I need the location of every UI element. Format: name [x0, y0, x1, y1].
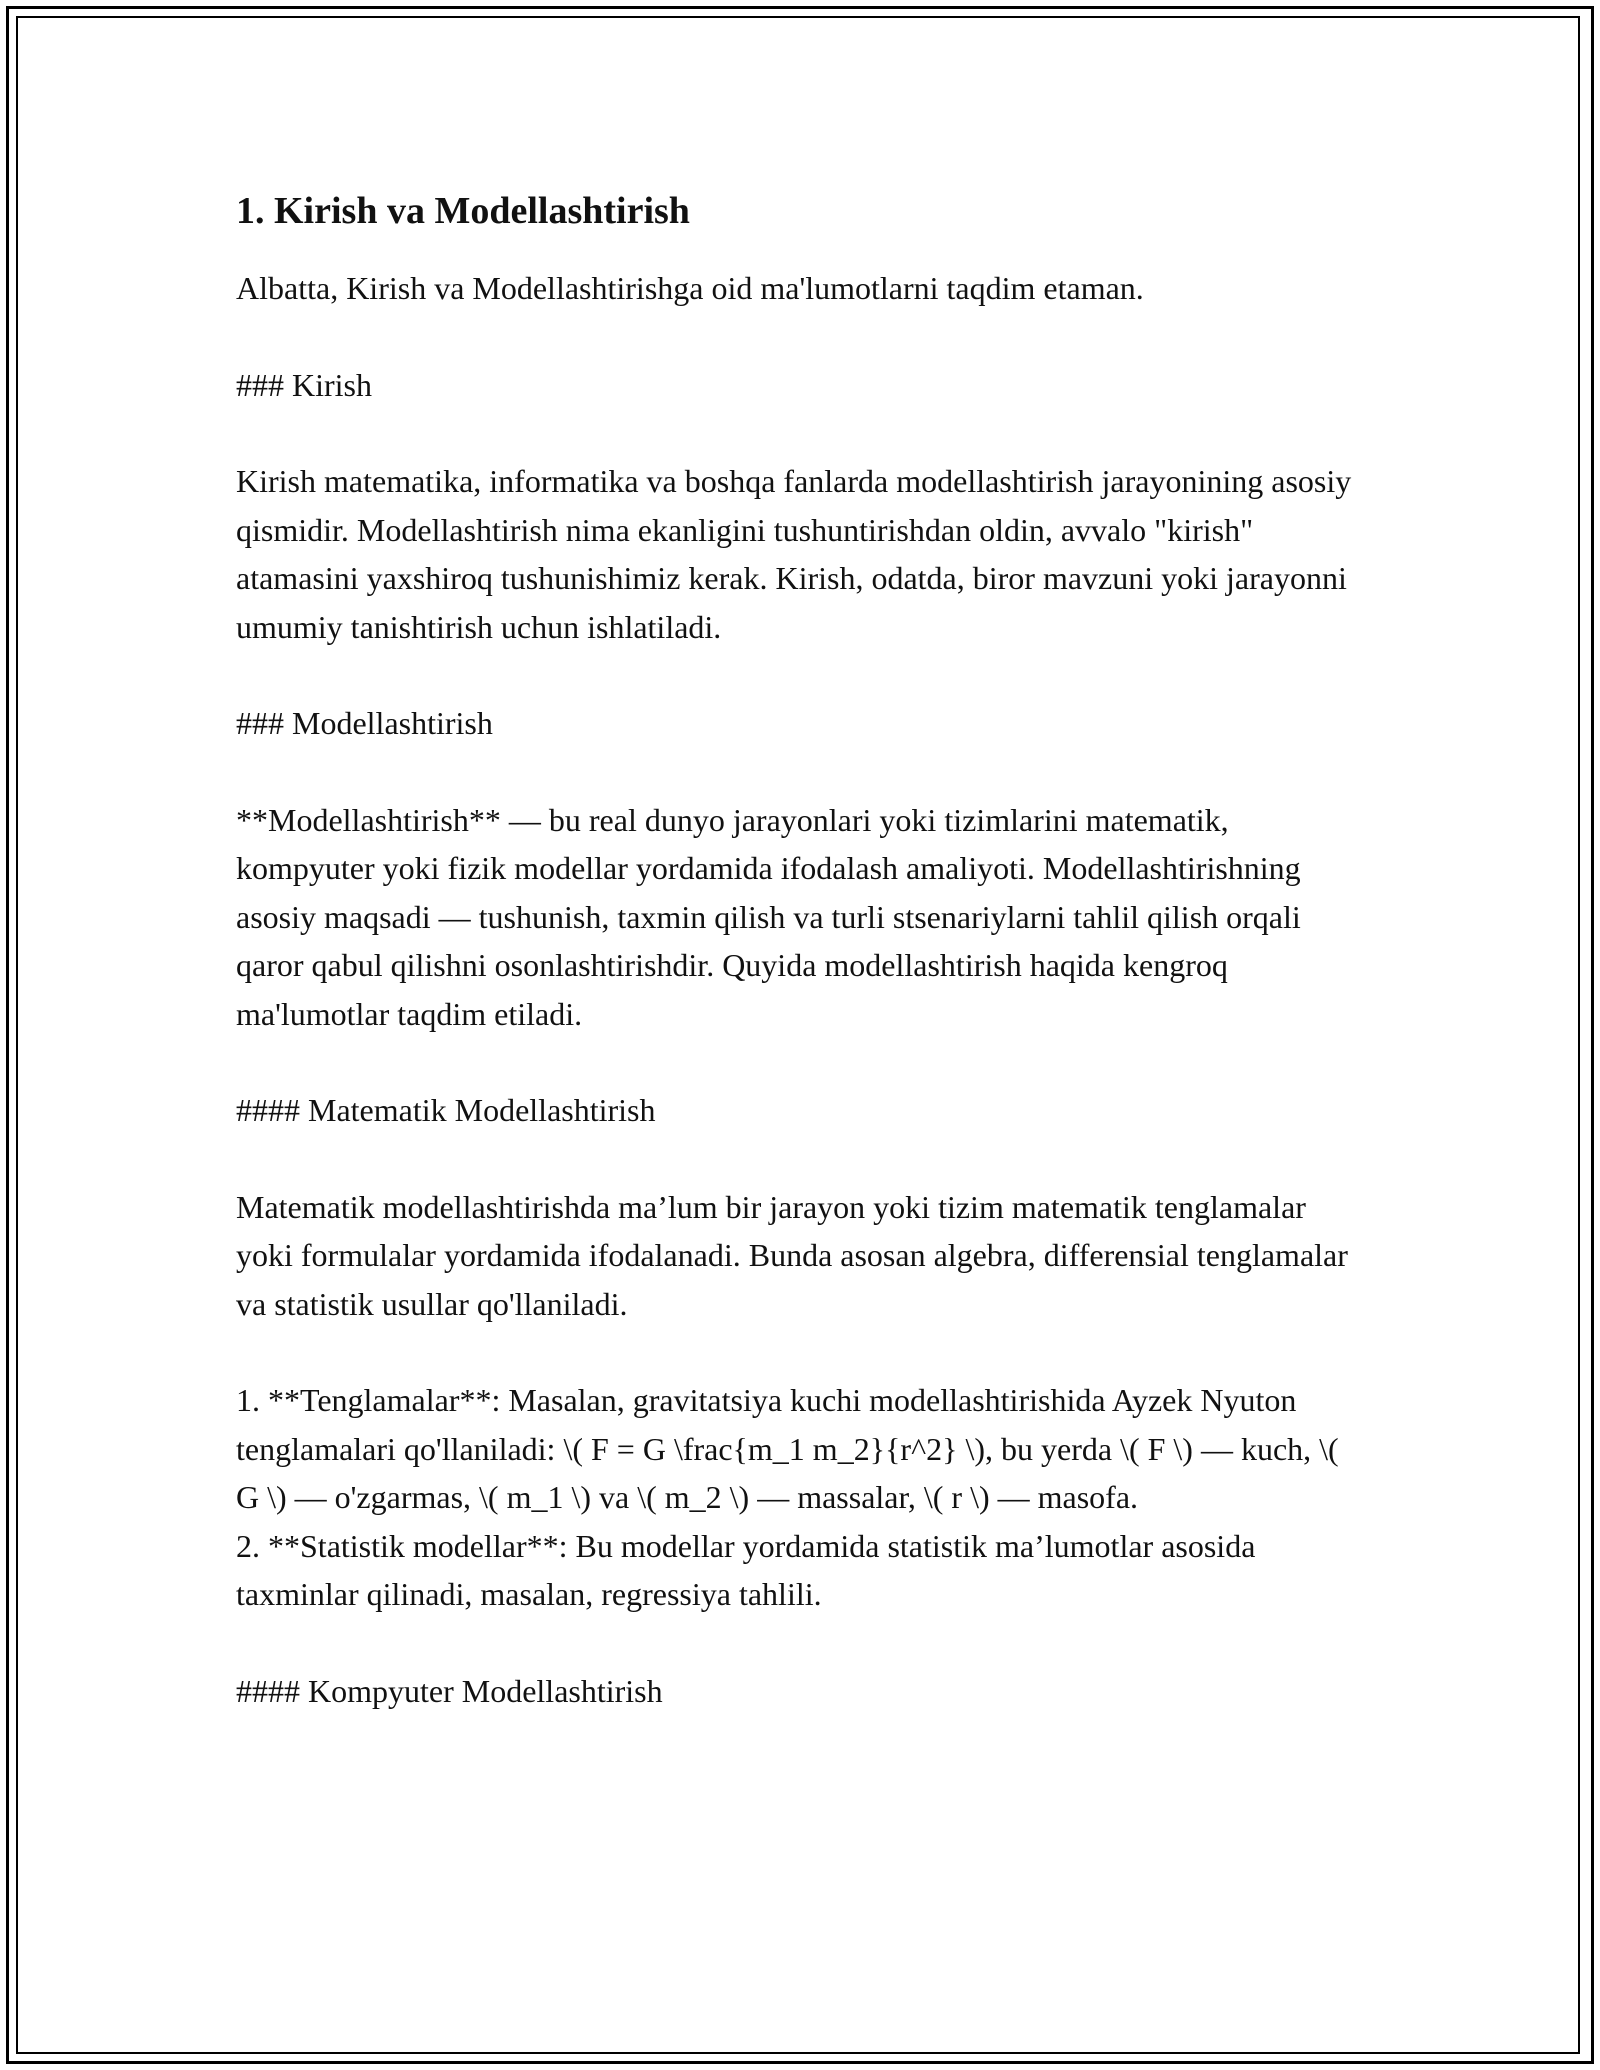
heading-kirish: ### Kirish: [236, 366, 372, 403]
heading-kompyuter-modellashtirish: #### Kompyuter Modellashtirish: [236, 1672, 663, 1709]
intro-paragraph: Albatta, Kirish va Modellashtirishga oid ma'lumotlarni taqdim etaman.: [236, 270, 1144, 306]
heading-modellashtirish: ### Modellashtirish: [236, 705, 493, 741]
paragraph-matematik-modellashtirish: Matematik modellashtirishda ma’lum bir jarayon yoki tizim matematik tenglamalar yoki formulalar yordamida ifodalanadi. Bunda asosan algebra, differensial tenglamalar va statistik usullar qo'llaniladi.: [236, 1188, 1348, 1322]
document-body: [236, 186, 1366, 1763]
list-item-statistik-modellar: 2. **Statistik modellar**: Bu modellar yordamida statistik ma’lumotlar asosida taxminlar qilinadi, masalan, regressiya tahlili.: [236, 1527, 1256, 1612]
paragraph-kirish: Kirish matematika, informatika va boshqa fanlarda modellashtirish jarayonining asosiy qismidir. Modellashtirish nima ekanligini tushuntirishdan oldin, avvalo "kirish" atamasini yaxshiroq tushunishimiz kerak. Kirish, odatda, biror mavzuni yoki jarayonni umumiy tanishtirish uchun ishlatiladi.: [236, 463, 1352, 645]
paragraph-modellashtirish: **Modellashtirish** — bu real dunyo jarayonlari yoki tizimlarini matematik, kompyuter yoki fizik modellar yordamida ifodalash amaliyoti. Modellashtirishning asosiy maqsadi — tushunish, taxmin qilish va turli stsenariylarni tahlil qilish orqali qaror qabul qilishni osonlashtirishdir. Quyida modellashtirish haqida kengroq ma'lumotlar taqdim etiladi.: [236, 801, 1301, 1032]
list-item-tenglamalar: 1. **Tenglamalar**: Masalan, gravitatsiya kuchi modellashtirishida Ayzek Nyuton tenglamalari qo'llaniladi: \( F = G \frac{m_1 m_2}{r^2} \), bu yerda \( F \) — kuch, \( G \) — o'zgarmas, \( m_1 \) va \( m_2 \) — massalar, \( r \) — masofa.: [236, 1382, 1339, 1515]
heading-matematik-modellashtirish: #### Matematik Modellashtirish: [236, 1092, 656, 1128]
document-title: 1. Kirish va Modellashtirish: [236, 190, 690, 232]
